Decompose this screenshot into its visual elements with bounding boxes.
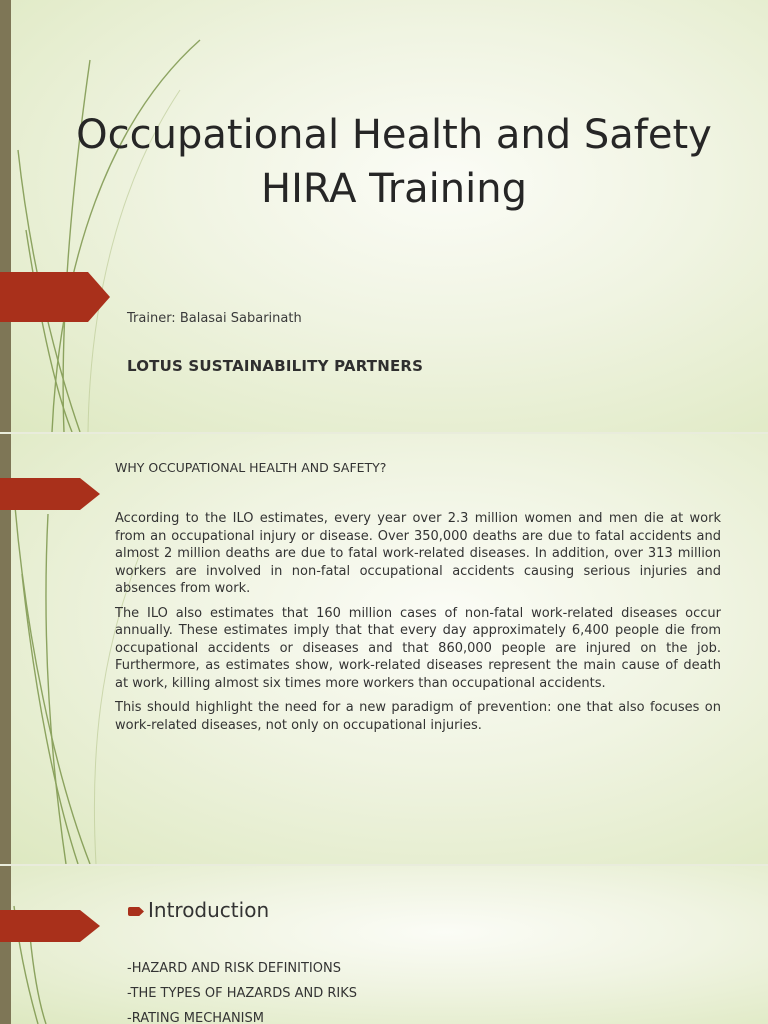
paragraph: This should highlight the need for a new paradigm of prevention: one that also focuses on work-related diseases, not only on occupational injuries. [115, 700, 721, 733]
accent-arrow-shape [0, 910, 100, 942]
decorative-curves-icon [0, 866, 768, 1024]
left-sidebar-stripe [0, 866, 11, 1024]
trainer-name: Trainer: Balasai Sabarinath [127, 311, 302, 326]
list-item: -HAZARD AND RISK DEFINITIONS [127, 961, 341, 976]
section-heading [128, 898, 269, 922]
left-sidebar-stripe [0, 0, 11, 432]
paragraph: According to the ILO estimates, every year over 2.3 million women and men die at work from an occupational injury or disease. Over 350,000 deaths are due to fatal accidents and almost 2 million deaths are due to fatal work-related diseases. In addition, over 313 million workers are involved in non-fatal occupational accidents causing serious injuries and absences from work. [115, 511, 721, 596]
list-item: -THE TYPES OF HAZARDS AND RIKS [127, 986, 358, 1001]
arrow-bullet-icon [128, 907, 144, 916]
introduction-slide [0, 866, 768, 1024]
title-line-1: Occupational Health and Safety [76, 112, 712, 158]
accent-arrow-shape [0, 478, 100, 510]
title-slide [0, 0, 768, 432]
heading-text: Introduction [148, 898, 270, 922]
organization-name: LOTUS SUSTAINABILITY PARTNERS [127, 357, 424, 375]
body-text [115, 510, 721, 741]
why-ohs-slide [0, 434, 768, 864]
topic-list [127, 956, 357, 1024]
section-heading: WHY OCCUPATIONAL HEALTH AND SAFETY? [115, 460, 387, 475]
title-line-2: HIRA Training [261, 166, 527, 212]
paragraph: The ILO also estimates that 160 million cases of non-fatal work-related diseases occur annually. These estimates imply that that every day approximately 6,400 people die from occupational accidents or diseases and that 860,000 people are injured on the job. Furthermore, as estimates show, work-related diseases represent the main cause of death at work, killing almost six times more workers than occupational accidents. [115, 605, 721, 691]
slide-title [0, 108, 768, 216]
list-item: -RATING MECHANISM [127, 1011, 264, 1024]
accent-arrow-shape [0, 272, 110, 322]
